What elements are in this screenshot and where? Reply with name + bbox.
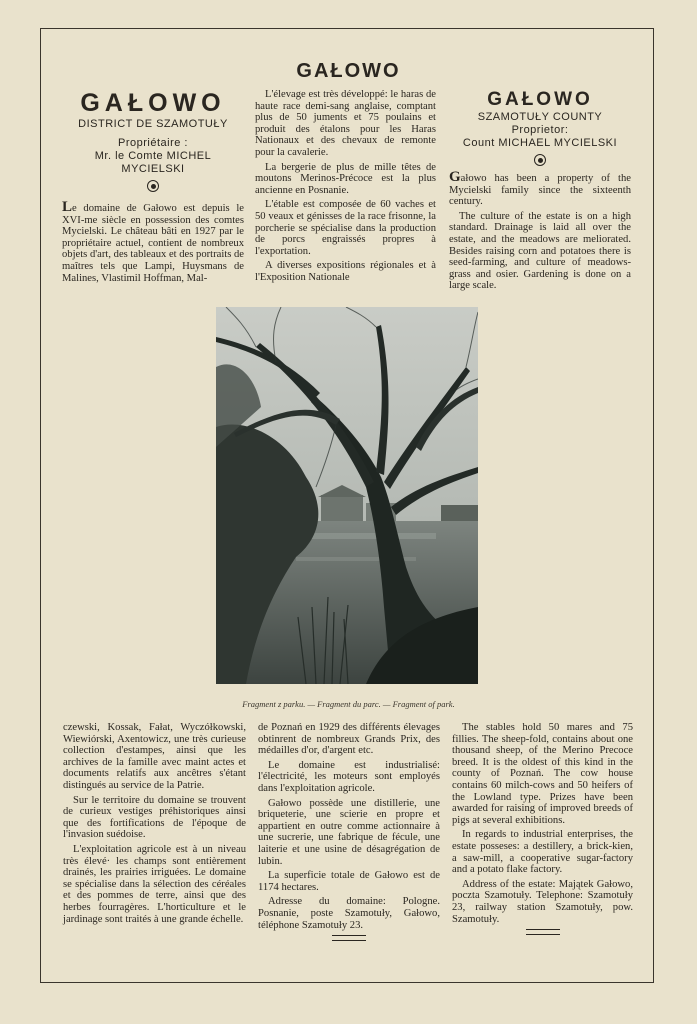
top-left-column [62,88,244,287]
circle-ornament-icon [147,180,159,192]
left-owner-label: Propriétaire : [118,137,188,149]
bottom-right-column [452,722,633,935]
bottom-left-column [63,722,246,928]
dropcap-g: G [449,169,461,185]
top-middle-column [255,89,436,287]
circle-ornament-icon [534,154,546,166]
right-owner-label: Proprietor: [511,124,569,136]
paragraph: La bergerie de plus de mille têtes de moutons Merinos-Précoce est la plus ancienne en Posnanie. [255,161,436,196]
paragraph: L'exploitation agricole est à un niveau très élevé· les champs sont entièrement drainés, les prairies irriguées. Le domaine se spécialise dans la sélection des céréales et des pommes de terre, ainsi que des herbes fourragères. L'horticulture et le jardinage sont traités à une grande échelle. [63,843,246,925]
end-rule [526,929,560,935]
paragraph: czewski, Kossak, Fałat, Wyczółkowski, Wiewiórski, Axentowicz, une très curieuse collection d'estampes, ainsi que les archives de la famille avec maint actes et documents relatifs aux ancêtres s'étant distingués au service de la Patrie. [63,722,246,791]
paragraph: Adresse du domaine: Pologne. Posnanie, poste Szamotuły, Gałowo, téléphone Szamotuły 23. [258,896,440,931]
left-intro-paragraph: Le domaine de Gałowo est depuis le XVI-me siècle en possession des comtes Mycielski. Le château bâti en 1927 par le propriétaire actuel, contient de nombreux objets d'art, des tableaux et des portraits de maîtres tels que Lampi, Huysmans de Malines, Vlastimil Hoffman, Mal- [62,199,244,284]
bottom-middle-column [258,722,440,941]
paragraph: Le domaine est industrialisé: l'électricité, les moteurs sont employés dans l'exploitation agricole. [258,759,440,794]
top-right-column [449,89,631,295]
left-owner: Mr. le Comte MICHEL MYCIELSKI [94,150,212,175]
paragraph: La superficie totale de Gałowo est de 1174 hectares. [258,870,440,893]
dropcap-l: L [62,199,73,215]
paragraph: The culture of the estate is on a high standard. Drainage is laid all over the estate, and the meadows are meliorated. Besides raising corn and potatoes there is seed-farming, and culture of meadows-grass and osier. Gardening is done on a large scale. [449,210,631,292]
park-photo [216,307,478,684]
paragraph: L'élevage est très développé: le haras de haute race demi-sang anglaise, comptant plus de 50 juments et 75 poulains et produit des étalons pour les Haras Nationaux et des chevaux de remonte pour la cavalerie. [255,89,436,158]
right-estate-name: GAŁOWO [487,89,593,110]
park-tree-illustration [216,307,478,684]
right-intro-paragraph: Gałowo has been a property of the Mycielski family since the sixteenth century. [449,169,631,208]
page-title: GAŁOWO [296,60,401,82]
end-rule [332,935,366,941]
paragraph: Address of the estate: Majątek Gałowo, poczta Szamotuły. Telephone: Szamotuły 23, railway station Szamotuły, pow. Szamotuły. [452,878,633,925]
right-owner: Count MICHAEL MYCIELSKI [462,137,618,149]
paragraph: de Poznań en 1929 des différents élevages obtinrent de nombreux Grands Prix, des médailles d'or, d'argent etc. [258,722,440,757]
paragraph: In regards to industrial enterprises, the estate posseses: a destillery, a brick-kien, a saw-mill, a cooperative sugar-factory and a potato flake factory. [452,829,633,876]
left-estate-name: GAŁOWO [80,89,226,117]
right-district: SZAMOTUŁY COUNTY [477,111,603,123]
photo-caption: Fragment z parku. — Fragment du parc. — Fragment of park. [242,699,455,709]
paragraph: Gałowo possède une distillerie, une briqueterie, une scierie en propre et appartient en outre comme actionnaire à une sucrerie, une fabrique de fécule, une laiterie et une usine de désagrégation de lubin. [258,797,440,867]
paragraph: L'étable est composée de 60 vaches et 50 veaux et génisses de la race frisonne, la porcherie se spécialise dans la production de porcs engraissés propres à l'exportation. [255,199,436,257]
left-district: DISTRICT DE SZAMOTUŁY [78,118,228,130]
paragraph: The stables hold 50 mares and 75 fillies. The sheep-fold, contains about one thousand sheep, of the Merino Precoce breed. It is the oldest of this kind in the county of Poznań. The cow house contains 60 milch-cows and 50 heifers of the Lowland type. Prizes have been awarded for raising of improved breeds of pigs at several exhibitions. [452,722,633,826]
paragraph: A diverses expositions régionales et à l'Exposition Nationale [255,260,436,283]
paragraph: Sur le territoire du domaine se trouvent de curieux vestiges préhistoriques ainsi que des fortifications de l'époque de l'invasion suédoise. [63,794,246,841]
